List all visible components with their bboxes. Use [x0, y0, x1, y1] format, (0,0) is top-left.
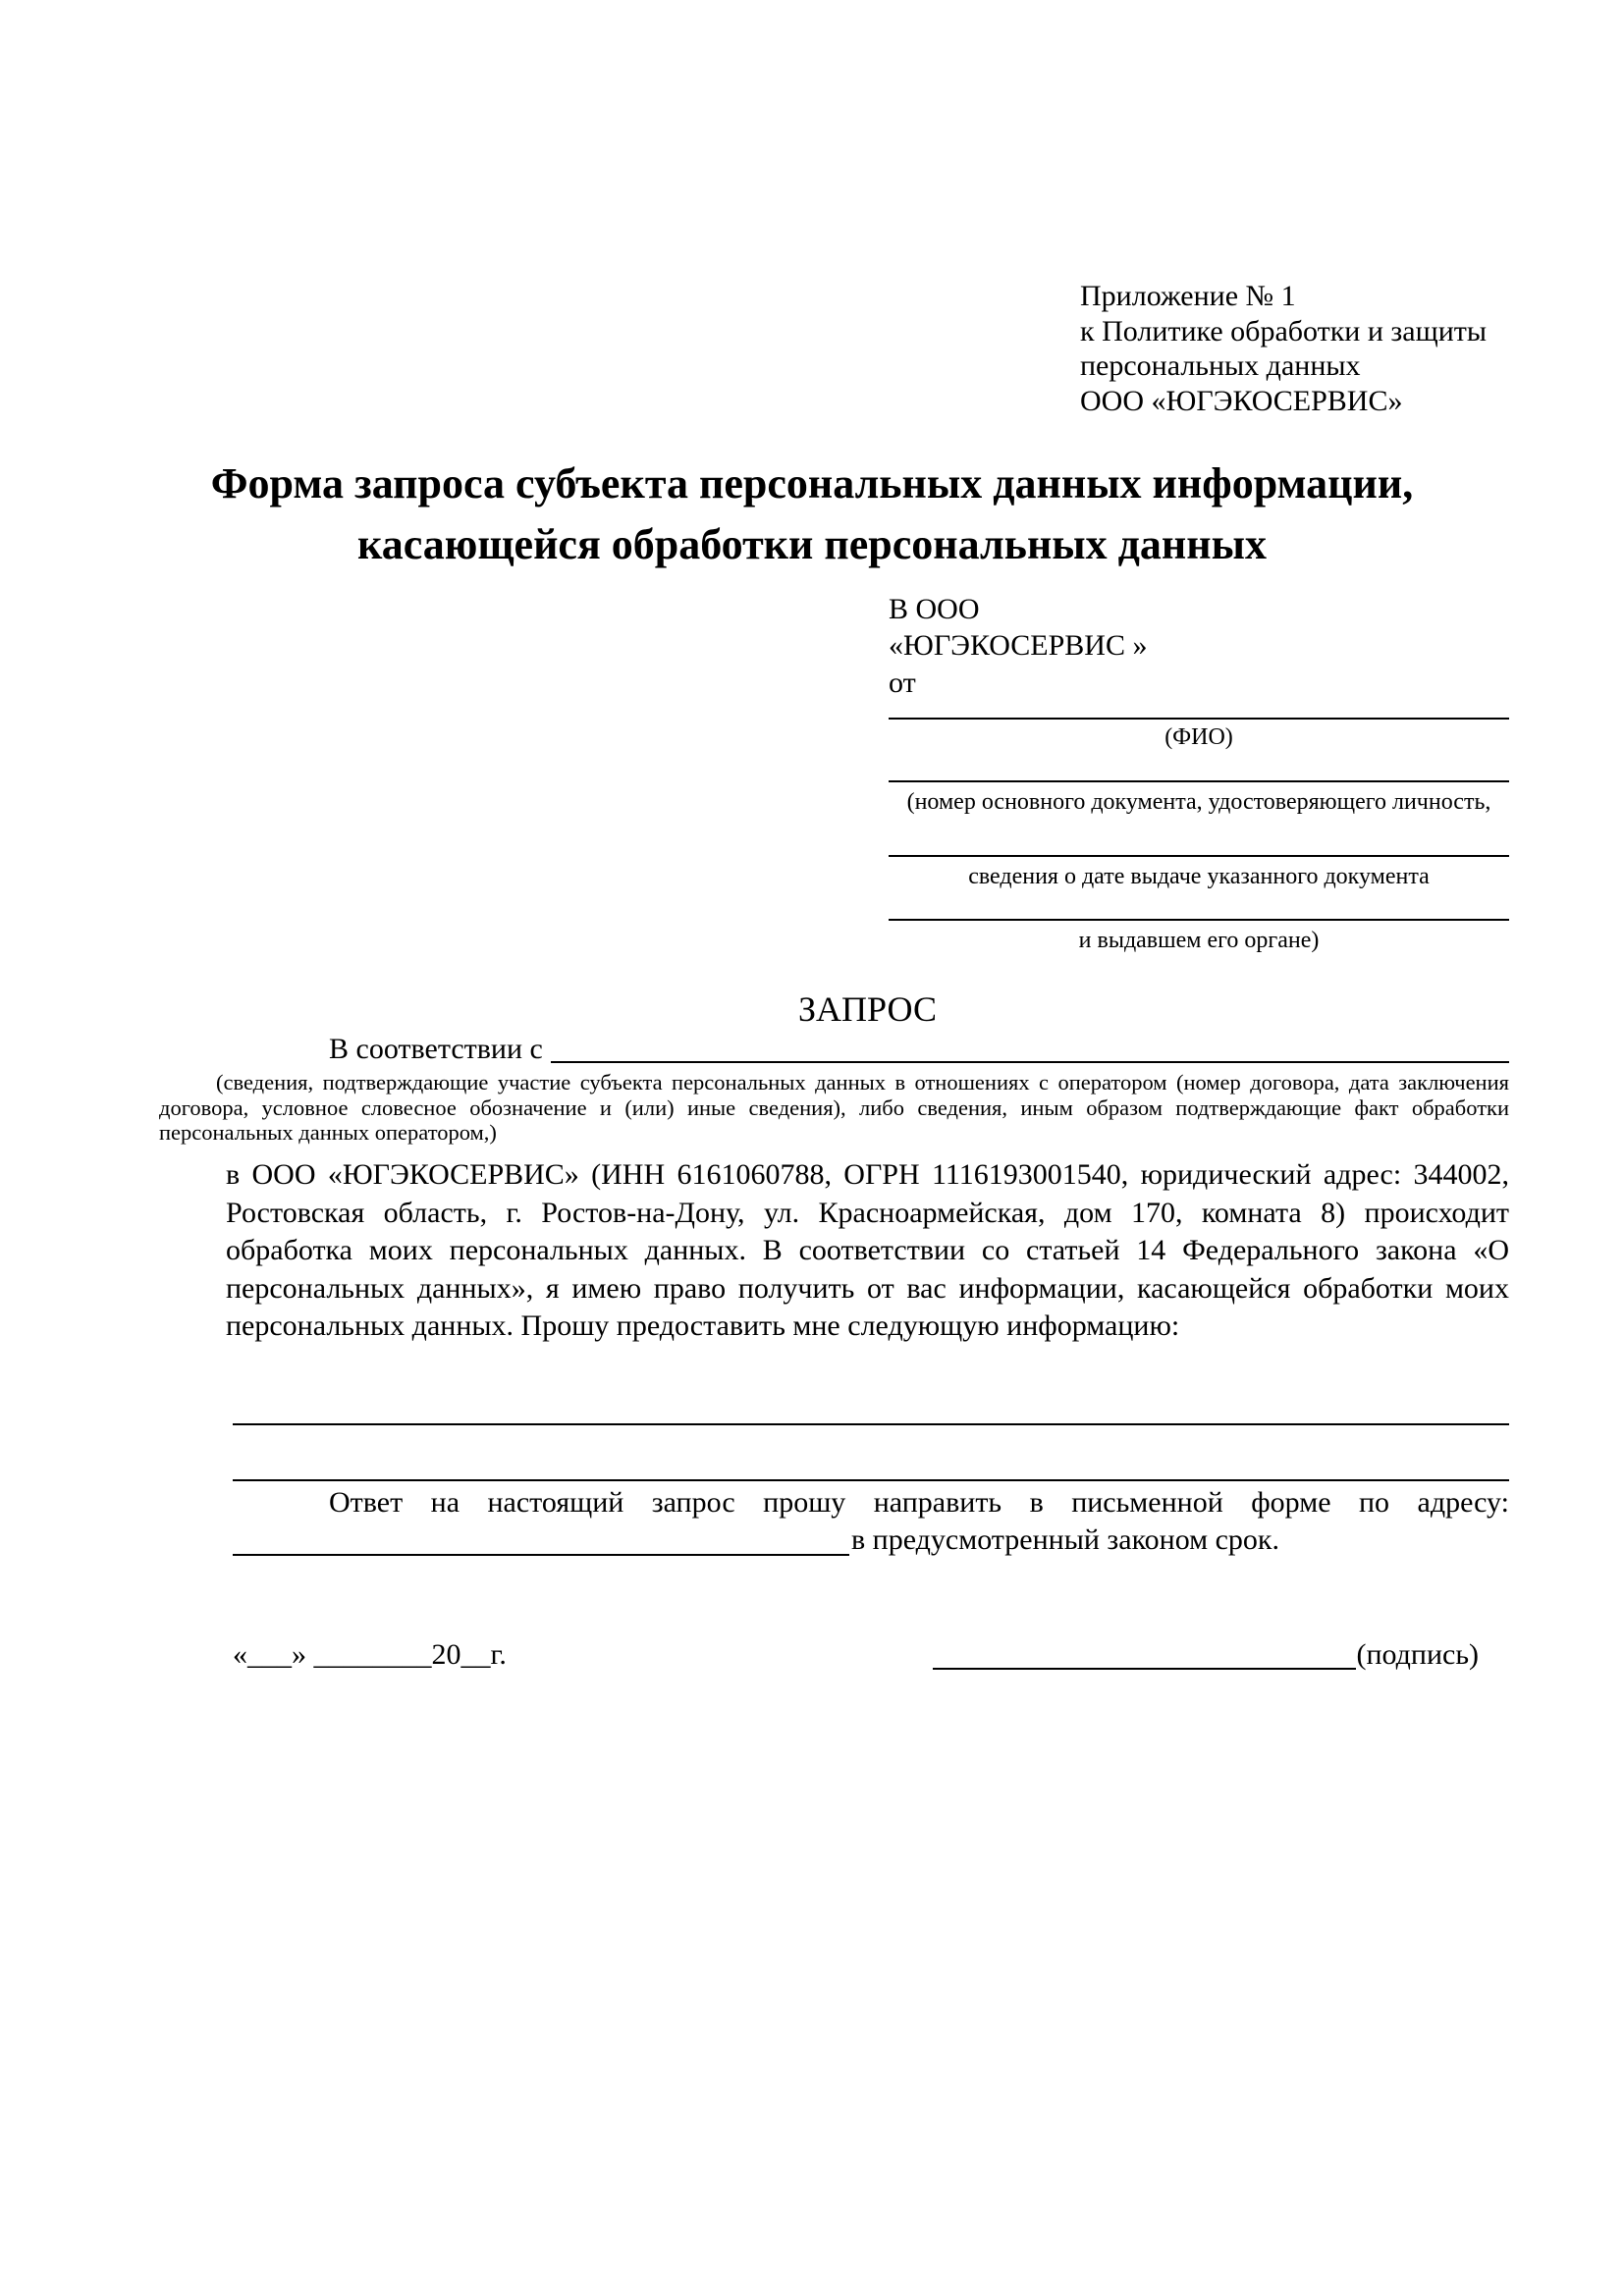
accordance-label: В соответствии с: [329, 1033, 543, 1065]
date-blank: «___» ________20__г.: [233, 1638, 507, 1671]
document-title: [0, 454, 1624, 575]
address-blank-line: [233, 1554, 849, 1556]
signature-caption: (подпись): [1356, 1638, 1479, 1671]
doc-issuer-caption: и выдавшем его органе): [1078, 928, 1320, 953]
document-title-line1: Форма запроса субъекта персональных данных информации,: [210, 459, 1414, 507]
document-title-line2: касающейся обработки персональных данных: [357, 520, 1267, 568]
doc-date-blank-line: [889, 855, 1509, 857]
doc-number-blank-line: [889, 780, 1509, 782]
addressee-line3: от: [889, 666, 916, 699]
annex-line: персональных данных: [1080, 349, 1361, 382]
doc-issuer-blank-line: [889, 919, 1509, 921]
fio-caption: (ФИО): [1164, 724, 1233, 750]
answer-tail-text: в предусмотренный законом срок.: [851, 1523, 1279, 1556]
signature-row: [933, 1635, 1479, 1675]
annex-reference-block: [1080, 279, 1517, 418]
explanatory-note: (сведения, подтверждающие участие субъекта персональных данных в отношениях с оператором (номер договора, дата заключения договора, условное словесное обозначение и (или) иные сведения), либо сведения, иным образом подтверждающие факт обработки персональных данных оператором,): [159, 1070, 1509, 1146]
answer-request-sentence: Ответ на настоящий запрос прошу направить в письменной форме по адресу:: [329, 1486, 1509, 1519]
annex-line: ООО «ЮГЭКОСЕРВИС»: [1080, 384, 1403, 417]
information-blank-line-2: [233, 1479, 1509, 1481]
annex-line: Приложение № 1: [1080, 280, 1296, 312]
request-heading: ЗАПРОС: [798, 989, 937, 1029]
addressee-line2: «ЮГЭКОСЕРВИС »: [889, 629, 1148, 663]
addressee-line1: В ООО: [889, 593, 980, 625]
accordance-blank-line: [551, 1061, 1509, 1063]
information-blank-line-1: [233, 1423, 1509, 1425]
annex-line: к Политике обработки и защиты: [1080, 314, 1488, 347]
answer-address-row: [233, 1522, 1509, 1560]
accordance-row: [226, 1031, 1509, 1068]
fio-blank-line: [889, 718, 1509, 720]
addressee-block: [889, 591, 1517, 701]
signature-blank-line: [933, 1668, 1356, 1670]
request-body-paragraph: в ООО «ЮГЭКОСЕРВИС» (ИНН 6161060788, ОГРН 1116193001540, юридический адрес: 344002, Ростовская область, г. Ростов-на-Дону, ул. Красноармейская, дом 170, комната 8) происходит обработка моих персональных данных. В соответствии со статьей 14 Федерального закона «О персональных данных», я имею право получить от вас информации, касающейся обработки моих персональных данных. Прошу предоставить мне следующую информацию:: [226, 1158, 1509, 1343]
doc-number-caption: (номер основного документа, удостоверяющего личность,: [906, 789, 1491, 815]
doc-date-caption: сведения о дате выдаче указанного документа: [968, 864, 1430, 889]
